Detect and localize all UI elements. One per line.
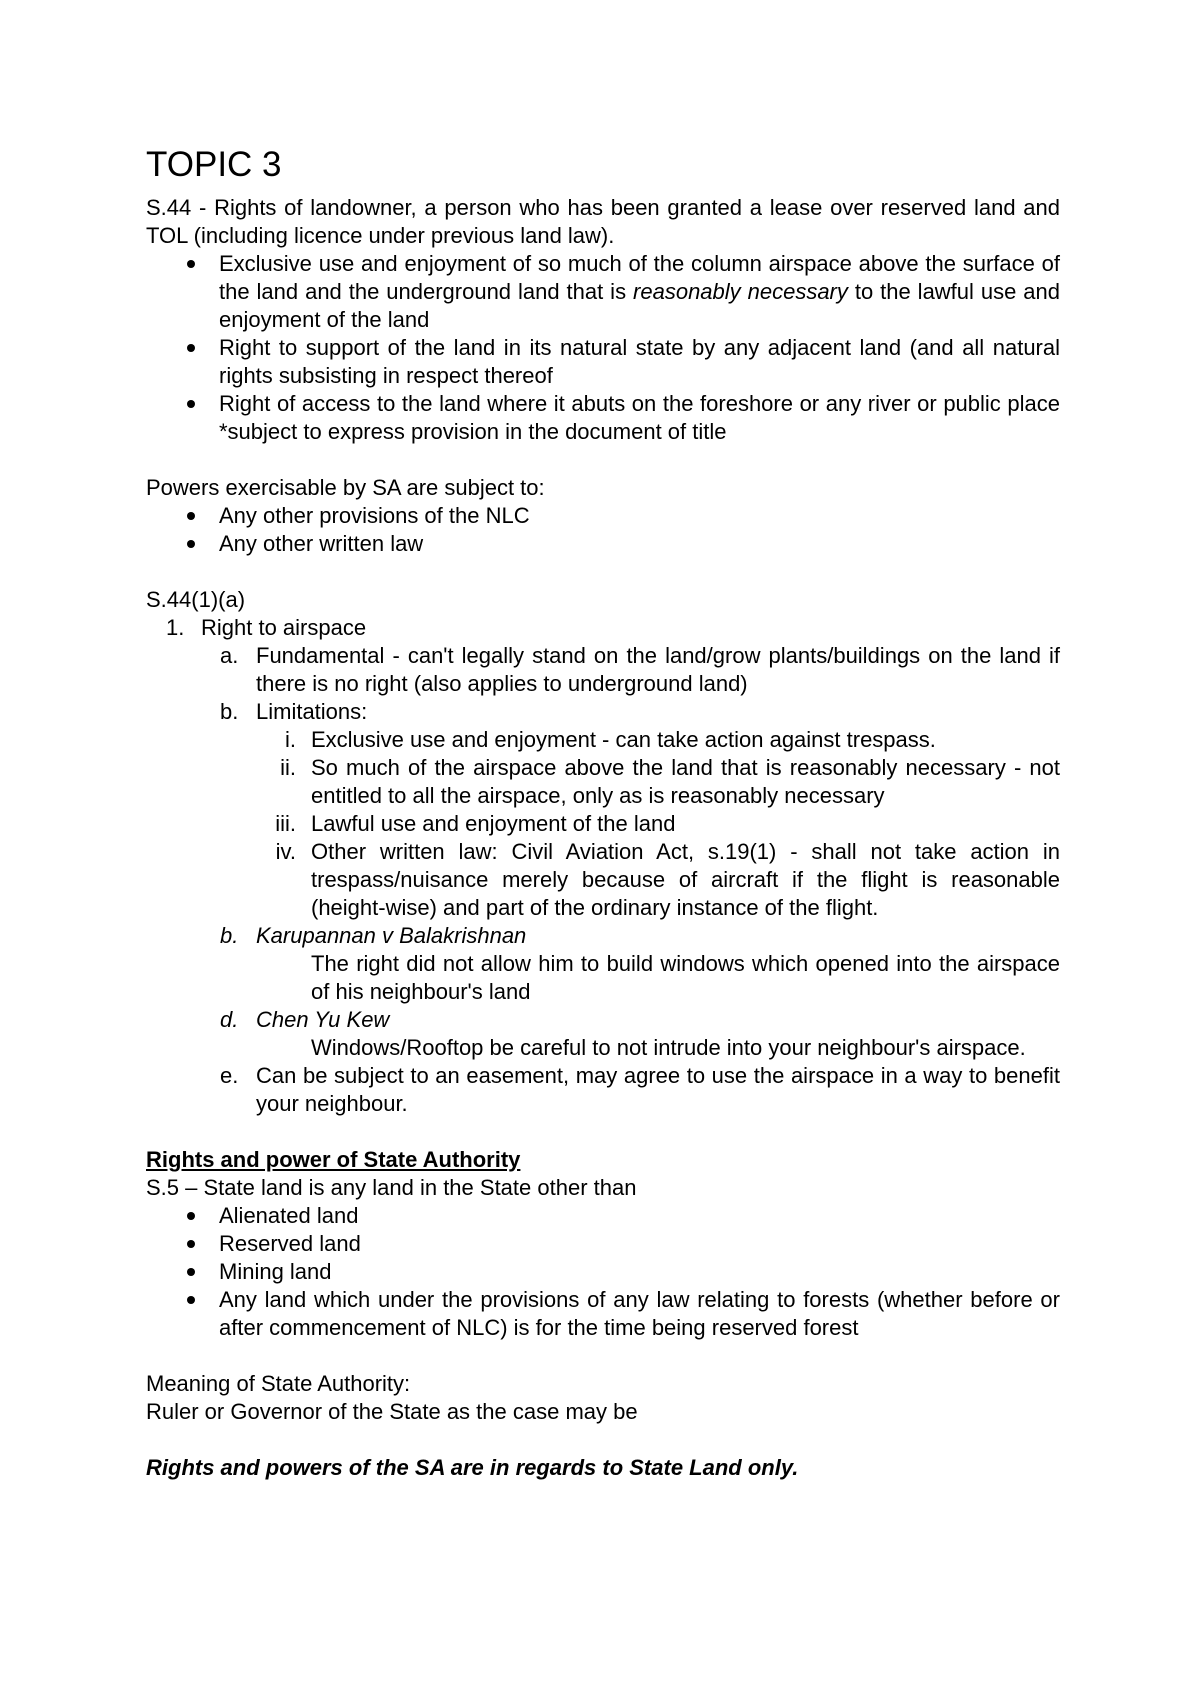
roman-item: [146, 726, 1060, 754]
list-marker: e.: [220, 1063, 239, 1088]
item-text: Exclusive use and enjoyment - can take action against trespass.: [311, 727, 936, 752]
list-item: Mining land: [146, 1258, 1060, 1286]
lettered-item: [146, 642, 1060, 698]
s44-intro: S.44 - Rights of landowner, a person who has been granted a lease over reserved land and TOL (including licence under previous land law).: [146, 195, 1060, 248]
item-text: Lawful use and enjoyment of the land: [311, 811, 676, 836]
list-marker: iii.: [275, 811, 296, 836]
lettered-item: [146, 1062, 1060, 1118]
list-marker: b.: [220, 699, 239, 724]
item-text: Other written law: Civil Aviation Act, s.19(1) - shall not take action in trespass/nuisance merely because of aircraft if the flight is reasonable (height-wise) and part of the ordinary instance of the flight.: [311, 839, 1060, 920]
section-heading: S.44(1)(a): [146, 587, 246, 612]
landowner-rights-list: [146, 250, 1060, 446]
closing-statement: Rights and powers of the SA are in regards to State Land only.: [146, 1455, 799, 1480]
case-note: The right did not allow him to build windows which opened into the airspace of his neighbour's land: [311, 951, 1060, 1004]
item-text: Fundamental - can't legally stand on the land/grow plants/buildings on the land if there is no right (also applies to underground land): [256, 643, 1060, 696]
state-authority-heading: Rights and power of State Authority: [146, 1147, 521, 1172]
list-item: Right to support of the land in its natural state by any adjacent land (and all natural rights subsisting in respect thereof: [146, 334, 1060, 390]
item-text: So much of the airspace above the land that is reasonably necessary - not entitled to all the airspace, only as is reasonably necessary: [311, 755, 1060, 808]
document-body: [146, 138, 1060, 1482]
numbered-item: [146, 614, 1060, 642]
list-marker: 1.: [166, 615, 185, 640]
item-text: Limitations:: [256, 699, 368, 724]
item-text: Can be subject to an easement, may agree to use the airspace in a way to benefit your neighbour.: [256, 1063, 1060, 1116]
item-text: Right to airspace: [201, 615, 367, 640]
roman-item: [146, 838, 1060, 922]
list-marker: ii.: [280, 755, 296, 780]
powers-intro: Powers exercisable by SA are subject to:: [146, 475, 545, 500]
bullet-text: to the lawful use and enjoyment of the land: [219, 279, 1061, 332]
list-marker: iv.: [275, 839, 296, 864]
state-land-exclusions-list: [146, 1202, 1060, 1342]
roman-item: [146, 754, 1060, 810]
list-marker: a.: [220, 643, 239, 668]
state-land-definition: S.5 – State land is any land in the State other than: [146, 1175, 637, 1200]
case-note: Windows/Rooftop be careful to not intrude into your neighbour's airspace.: [311, 1035, 1026, 1060]
list-marker: i.: [285, 727, 296, 752]
lettered-item: [146, 698, 1060, 726]
list-item: Alienated land: [146, 1202, 1060, 1230]
bullet-text: Exclusive use and enjoyment of so much of the column airspace above the surface of the land and the underground land that is: [219, 251, 1060, 304]
list-item: Any other written law: [146, 530, 1060, 558]
meaning-text: Ruler or Governor of the State as the case may be: [146, 1399, 638, 1424]
roman-item: [146, 810, 1060, 838]
case-item: [146, 1006, 1060, 1034]
list-item: [146, 250, 1060, 334]
list-item: Any other provisions of the NLC: [146, 502, 1060, 530]
case-name: Karupannan v Balakrishnan: [256, 923, 527, 948]
meaning-label: Meaning of State Authority:: [146, 1371, 411, 1396]
emphasis-text: reasonably necessary: [633, 279, 848, 304]
page-title: TOPIC 3: [146, 145, 282, 184]
list-marker: b.: [220, 923, 239, 948]
powers-list: [146, 502, 1060, 558]
list-item: Reserved land: [146, 1230, 1060, 1258]
list-item: Any land which under the provisions of any law relating to forests (whether before or after commencement of NLC) is for the time being reserved forest: [146, 1286, 1060, 1342]
case-item: [146, 922, 1060, 950]
case-name: Chen Yu Kew: [256, 1007, 390, 1032]
list-item: Right of access to the land where it abuts on the foreshore or any river or public place *subject to express provision in the document of title: [146, 390, 1060, 446]
list-marker: d.: [220, 1007, 239, 1032]
